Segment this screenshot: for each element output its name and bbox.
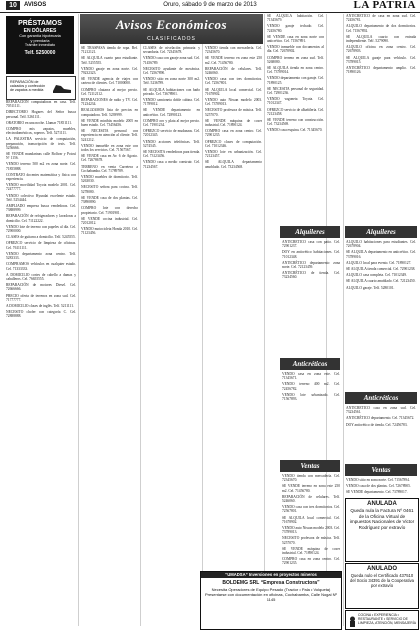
- anticretics-column-2: [282, 372, 340, 458]
- dateline: Oruro, sábado 9 de marzo de 2013: [163, 2, 257, 8]
- page-number: 10: [6, 1, 20, 10]
- sales-column-2: [282, 474, 340, 568]
- classified-ad: VENDO departamento zona centro. Telf. 5283333.: [6, 251, 76, 261]
- sales-column: [346, 478, 416, 496]
- classified-ad: ALQUILO oficina en zona centro. Cel. 72678903.: [346, 45, 416, 54]
- classified-ad: VENDO movilidad Toyota modelo 2001. Cel. 72477777.: [6, 183, 76, 192]
- classified-ad: NECESITO profesora de música. Telf. 5257070.: [205, 108, 262, 117]
- classified-ad: VENDO casa en zona este. Cel. 71345671.: [282, 372, 340, 381]
- section-header-rentals: Alquileres: [280, 226, 340, 238]
- classified-ad: VENDO colectivo Hyundai excelente estado. Telf. 5254444.: [6, 193, 76, 202]
- classified-ad: TERRENO en venta Carretera a Cochabamba. Cel. 71789789.: [81, 164, 138, 173]
- classified-ad: SE ALQUILA tienda en zona centro. Cel. 73789014.: [267, 66, 324, 75]
- classified-ad: NECESITO profesora de música. Telf. 5257070.: [282, 536, 340, 545]
- notice-void-cert-title: ANULADO: [367, 566, 397, 572]
- classified-ad: SE VENDE departamento. Cel. 73789017.: [346, 490, 408, 495]
- classified-ad: DIRECTORIO Hogares del Señor busca personal. Telf. 5261111.: [6, 110, 76, 119]
- banner-subtitle: CLASIFICADOS: [147, 36, 196, 42]
- section-banner: [80, 14, 263, 44]
- classified-ad: SE VENDE departamento en anticrético. Cel. 72890123.: [143, 108, 200, 117]
- ad-loans-subtitle: EN DÓLARES: [23, 28, 57, 34]
- classified-ad: COMPRO chatarra al mejor precio. Cel. 72112112.: [81, 87, 138, 96]
- classified-ad: ORATORIO en una noche. Llamar 71851111.: [6, 120, 72, 125]
- classified-ad: SE ALQUILA cuarto para estudiante. Telf. 5255555.: [81, 56, 138, 65]
- classified-ad: SE VENDE terreno en zona este 250 m2. Cel. 71456780.: [282, 484, 340, 493]
- classified-ad: SE ALQUILA local comercial. Cel. 71678902.: [282, 515, 340, 524]
- classified-ad: VENDO camioneta doble cabina. Cel. 71789012.: [143, 98, 200, 107]
- ad-loans-line: y prendaria: [30, 38, 50, 43]
- classified-ad: VENDO acciones telefónicas. Telf. 5274545.: [143, 139, 200, 148]
- classified-ad: VENDO casa con tres dormitorios. Cel. 72567801.: [282, 505, 340, 514]
- ad-construction-name: BOLDEMG SRL “Empresa Constructora”: [222, 580, 320, 586]
- classified-ad: ANTICRÉTICO departamento amplio. Cel. 71890126.: [346, 66, 416, 75]
- ad-loans-line: Con garantía hipotecaria: [19, 34, 61, 38]
- classified-ad: SE ALQUILA departamento en anticrético. Cel. 73789016.: [346, 250, 416, 259]
- column-7: [346, 14, 416, 224]
- classified-ad: SE ALQUILA cuarto con entrada independiente. Telf. 5279090.: [346, 34, 416, 44]
- classified-ad: PRECIO oferta de terrenos en zona sud. Cel. 71777777.: [6, 293, 76, 302]
- ad-shoe-repair: [6, 76, 76, 100]
- classified-ad: REPARACIÓN de celulares. Telf. 5246060.: [205, 66, 262, 76]
- classified-ad: COMPRO terreno en zona sud. Telf. 5268080.: [267, 55, 324, 64]
- classified-ad: ANTICRÉTICO de tienda. Cel. 73234560.: [282, 271, 340, 280]
- classified-ad: REALIZAMOS lista de precios en computadora. Telf. 5239999.: [81, 108, 138, 117]
- classified-ad: SE VENDE mandarinas calle Bolívar y Potosí Nº 1156.: [6, 152, 76, 161]
- ad-construction-top: “UMADSA” Inversiones en proyectos mineros: [201, 572, 341, 578]
- classified-ad: ALQUILO departamento de dos dormitorios. Cel. 71567892.: [346, 24, 416, 33]
- classified-ad: VENDO garaje techado. Cel. 72456780.: [267, 24, 324, 33]
- notice-void-title: ANULADA: [367, 501, 397, 507]
- ad-construction-company: [200, 571, 342, 630]
- column-rule: [140, 14, 141, 626]
- classified-ad: COMPRO casa en zona centro. Cel. 72901235.: [282, 557, 340, 566]
- classified-ad: ALQUILO garaje. Telf. 5280101.: [346, 285, 395, 290]
- classified-ad: SE ALQUILA departamento amoblado. Cel. 73234568.: [205, 160, 262, 169]
- classified-ad: VENDO lote en urbanización. Cel. 72123457.: [205, 150, 262, 159]
- section-name: AVISOS: [24, 2, 47, 8]
- classified-ad: ALQUILO local para evento. Cel. 71890127.: [346, 260, 412, 265]
- classified-ad: VENDO inmueble con documentos al día. Cel. 72678902.: [267, 45, 324, 54]
- column-rule: [264, 14, 265, 626]
- section-header-rentals-2: Alquileres: [345, 226, 417, 238]
- classified-ad: SE ALQUILA garaje para vehículo. Cel. 73789015.: [346, 55, 416, 64]
- classified-ad: SE ALQUILA cuarto amoblado. Cel. 72123450.: [346, 279, 416, 284]
- classified-ad: NECESITO señora para cocina. Telf. 5278080.: [81, 185, 138, 194]
- classified-ad: VENDO inmueble en zona este con todos los servicios. Cel. 71567567.: [81, 143, 138, 153]
- classified-ad: VENDO tienda con mercadería. Cel. 72345670.: [282, 474, 340, 483]
- classified-ad: SE ALQUILA tienda comercial. Cel. 72901238.: [346, 267, 416, 272]
- classified-ad: SE NECESITA personal con experiencia en atención al cliente. Telf. 5241212.: [81, 129, 138, 142]
- classified-ad: VENDO terreno 400 m2. Cel. 72456782.: [282, 382, 340, 391]
- classified-ad: VENDO departamento con garaje. Cel. 71890125.: [267, 76, 324, 85]
- classified-ad: ALQUILO casa completa. Cel. 71012349.: [346, 273, 407, 278]
- classified-ad: SE TRASPASA tienda de ropa. Ref. 71212121.: [81, 46, 138, 55]
- page-header: [0, 0, 420, 13]
- classified-ad: VENDO casa con garaje zona sud. Cel. 71456789.: [143, 56, 200, 65]
- classified-ad: VENDO casa con tres dormitorios. Cel. 72567801.: [205, 77, 262, 86]
- classified-ad: SE NECESITA vendedoras para tienda. Cel. 73123456.: [143, 150, 200, 159]
- classified-ad: VENDO lote de terreno con papeles al día. Cel. 72900000.: [6, 224, 76, 234]
- anticretics-column: [346, 406, 416, 462]
- classified-ad: VENDO vagoneta Toyota. Cel. 71012347.: [267, 97, 324, 106]
- classified-ad: VENDO garaje en zona norte. Cel. 79232323.: [81, 66, 138, 76]
- column-4: [205, 46, 262, 568]
- classified-ad: ANTICRÉTICO casa con patio. Cel. 72901237.: [282, 240, 340, 249]
- classified-ad: SE VENDE minibús modelo 2005 en buen estado. Cel. 73456456.: [81, 118, 138, 128]
- classified-ad: NECESITO ayudante de mecánica. Cel. 72567890.: [143, 66, 200, 76]
- classified-ad: SE VENDE casa en zona norte con anticrético. Cel. 71567891.: [267, 34, 324, 44]
- classified-ad: SE VENDE casa en Av. 6 de Agosto. Cel. 72678678.: [81, 154, 138, 163]
- ad-loans: [6, 16, 74, 74]
- classified-ad: REPARACIONES de radio y TV. Cel. 71234234.: [81, 98, 138, 107]
- notice-void-invoice: [345, 498, 419, 562]
- classified-ad: VENDO auto Nissan modelo 2003. Cel. 73789013.: [282, 526, 340, 535]
- notice-void-body: Queda nula la Factura Nº 0461 de la Oficina Virtual de impuestos Nacionales de Victor Rodríguez por extravío: [349, 508, 415, 530]
- classified-ad: VENDO tienda con mercadería. Cel. 72345670.: [205, 46, 262, 55]
- classified-ad: OFREZCO servicio de albañilería. Cel. 72123458.: [267, 107, 324, 116]
- classified-ad: COMPRO mis zapatos, muebles, electrodomésticos, roperos. Telf. 5271111.: [6, 127, 76, 136]
- classified-ad: VENDO sitio en zona norte. Cel. 71567894.: [346, 478, 410, 482]
- column-3: [143, 46, 200, 626]
- ad-kitchen-text: COCINA • EXPERIENCIA • RESTAURANTE • SERVICIO DE LIMPIEZA, ATENCIÓN, MENSAJERÍA: [358, 613, 416, 625]
- classified-ad: ALQUILO habitaciones para estudiantes. Cel. 72678904.: [346, 240, 416, 249]
- classified-ad: SE ALQUILA habitación. Cel. 71345679.: [267, 14, 324, 23]
- classified-ad: VENDO casa a medio construir. Cel. 71234567.: [143, 160, 200, 169]
- classified-ad: REPARACIÓN de refrigeradores y lavadoras a domicilio. Cel. 71122222.: [6, 214, 76, 223]
- rentals-column-2: [346, 240, 416, 390]
- section-header-sales-2: Ventas: [280, 460, 340, 472]
- classified-ad: COMPRAMOS vehículos en cualquier estado. Cel. 71333333.: [6, 262, 76, 271]
- classified-ad: SE VENDE cocina industrial. Cel. 72012012.: [81, 216, 138, 225]
- classified-ad: SE VENDE casa de dos plantas. Cel. 73890890.: [81, 195, 138, 205]
- classified-ad: VENDO auto Nissan modelo 2003. Cel. 73789013.: [205, 98, 262, 107]
- classified-ad: VENDO casa esquina. Cel. 71345670.: [267, 128, 323, 133]
- ad-shoe-text: REPARACIÓN de calzados y confección de zapatos a medida: [10, 80, 46, 93]
- ad-loans-phone: Telf. 5250000: [24, 49, 56, 56]
- classified-ad: OFREZCO clases de computación. Cel. 71012346.: [205, 139, 262, 148]
- classified-ad: NECESITO chofer con categoría C. Cel. 72888888.: [6, 310, 76, 319]
- banner-title: Avisos Económicos: [115, 17, 228, 32]
- ad-kitchen-services: [345, 610, 419, 630]
- rentals-column: [282, 240, 340, 355]
- column-rule: [343, 14, 344, 626]
- classified-ad: ANTICRÉTICO de casa en zona sud. Cel. 72456781.: [346, 14, 416, 23]
- classified-ad: SE ALQUILA habitaciones con baño privado. Cel. 73678901.: [143, 87, 200, 96]
- masthead: LA PATRIA: [353, 0, 416, 11]
- classified-ad: LA PALESTRA servicio de computación, preparación, transcripción de tesis. Telf. 5256666.: [6, 137, 76, 150]
- notice-void-certificate: [345, 563, 419, 609]
- classified-ad: ANTICRÉTICO casa en zona sud. Cel. 73234561.: [346, 406, 416, 415]
- classified-ad: COMPRO lote con derecho propietario. Cel. 71901901.: [81, 206, 138, 215]
- section-header-anticretics: Anticréticos: [345, 392, 417, 404]
- classified-ad: COMPRO oro y plata al mejor precio. Cel. 71901234.: [143, 118, 200, 128]
- classified-ad: SE NECESITA personal de seguridad. Cel. 72901236.: [267, 86, 324, 96]
- classified-ad: VENDO terreno 500 m2 en zona norte. Cel. 71855888.: [6, 162, 76, 171]
- ad-loans-title: PRÉSTAMOS: [18, 20, 62, 27]
- column-2: [81, 46, 138, 626]
- classified-ad: CLASES de guitarra a domicilio. Telf. 5245555.: [6, 235, 76, 240]
- classified-ad: CONTRATO docentes matemática y física con experiencia.: [6, 172, 76, 182]
- classified-ad: SE VENDE agencia de viajes con cartera de clientes. Cel. 71000000.: [81, 77, 138, 86]
- classified-ad: REPARACIÓN computadoras en casa. Telf. 70511111.: [6, 100, 76, 109]
- classified-ad: VENDO casa de dos plantas. Cel. 72678905.: [346, 484, 411, 489]
- column-rule: [78, 14, 79, 626]
- notice-void-cert-body: Queda nulo el Certificado 437510 del Socio 34391 de la Cooperativa por extravío: [349, 573, 415, 589]
- classified-ad: VENDO lote urbanizado. Cel. 71567893.: [282, 392, 340, 402]
- classified-ad: ANTICRÉTICO departamento. Cel. 71345672.: [346, 416, 415, 421]
- classified-ad: CLASES de nivelación primaria y secundaria. Cel. 72345678.: [143, 46, 200, 55]
- ad-loans-line: Trámite inmediato: [24, 43, 56, 48]
- section-header-sales: Ventas: [345, 464, 417, 476]
- classified-ad: SE VENDE terreno con construcción. Cel. 73234569.: [267, 118, 324, 127]
- ad-construction-body: Necesita Operadores de Equipo Pesado (Tractor • Pala • Volqueta) Presentarse con documentación en oficinas, Cochabamba, Calle Nogal Nº 1145: [205, 587, 337, 602]
- classified-ad: SE VENDE máquina de coser industrial. Cel. 71890124.: [282, 546, 340, 556]
- classified-ad: SE VENDE terreno en zona este 250 m2. Cel. 71456780.: [205, 56, 262, 65]
- shoe-icon: [52, 81, 72, 99]
- classified-ad: REPARACIÓN de motores Diesel. Cel. 72666666.: [6, 283, 76, 292]
- classified-ad: VENDO sitio en zona norte 300 m2. Telf. 5236789.: [143, 77, 200, 86]
- classified-ad: AMPLIADO empresa busca vendedoras. Cel. 73888999.: [6, 204, 76, 213]
- chef-icon: [348, 614, 357, 630]
- classified-ad: A DOMICILIO clases de inglés. Telf. 5211111.: [6, 303, 74, 308]
- classified-ad: VENDO muebles de dormitorio. Telf. 5263030.: [81, 175, 138, 184]
- classified-ad: OFREZCO servicio de limpieza de oficinas. Cel. 76111111.: [6, 241, 76, 250]
- classified-ad: A DOMICILIO cortes de cabello a damas y caballeros. Cel. 76655555.: [6, 272, 76, 281]
- classified-ad: REPARACIÓN de celulares. Telf. 5246060.: [282, 494, 340, 504]
- classified-ad: SE ALQUILA local comercial. Cel. 71678902.: [205, 87, 262, 96]
- classified-ad: DOY anticrético de tienda. Cel. 72456783.: [346, 422, 408, 427]
- classified-ad: COMPRO casa en zona centro. Cel. 72901235.: [205, 129, 262, 138]
- classified-ad: ANTICRÉTICO departamento zona norte. Cel. 72123459.: [282, 260, 340, 270]
- section-header-anticretics-2: Anticréticos: [280, 358, 340, 370]
- classified-ad: VENDO motocicleta Honda 2010. Cel. 71123456.: [81, 227, 138, 236]
- classified-ad: OFREZCO servicio de mudanzas. Cel. 72012345.: [143, 129, 200, 138]
- classified-ad: SE VENDE máquina de coser industrial. Cel. 71890124.: [205, 118, 262, 128]
- column-rule: [202, 14, 203, 626]
- column-1: [6, 100, 76, 626]
- classified-ad: DOY en anticrético habitaciones. Cel. 71012348.: [282, 250, 340, 259]
